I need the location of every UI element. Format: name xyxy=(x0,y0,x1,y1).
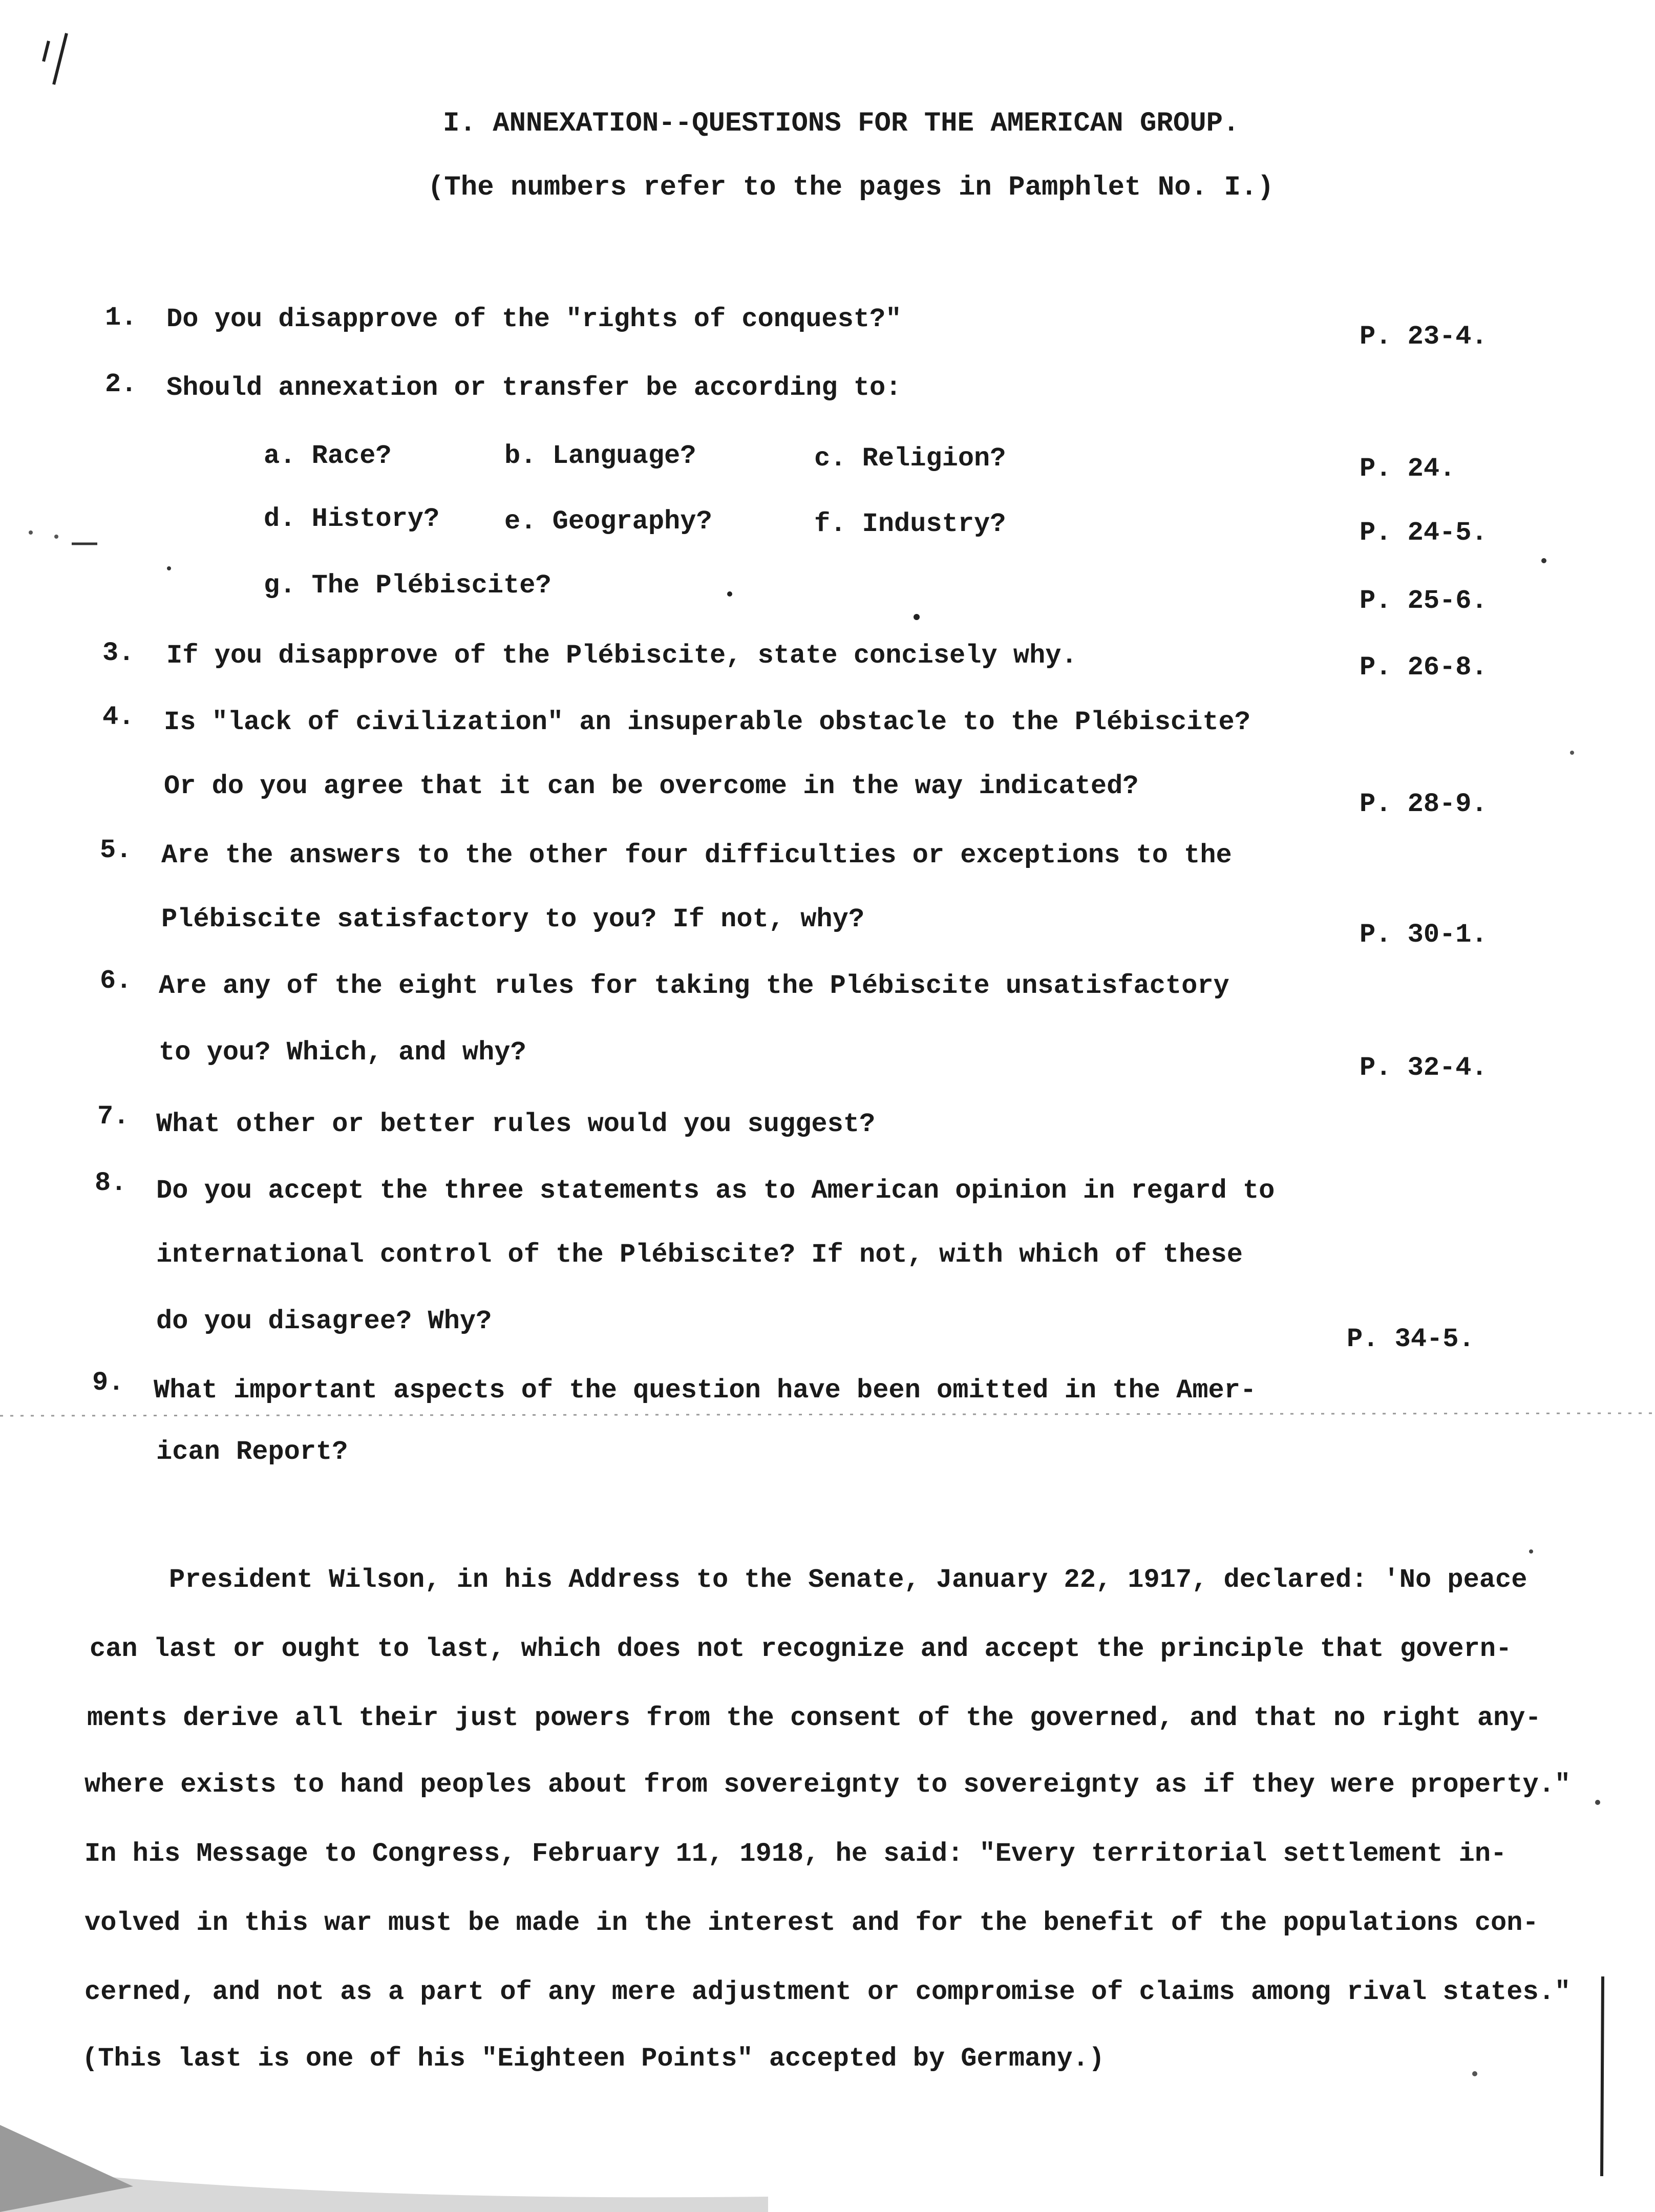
page-reference: P. 32-4. xyxy=(1360,1053,1488,1083)
paragraph-line: volved in this war must be made in the interest and for the benefit of the populations con- xyxy=(84,1908,1539,1938)
paragraph-line: cerned, and not as a part of any mere adjustment or compromise of claims among rival states." xyxy=(84,1977,1571,2007)
page-reference: P. 23-4. xyxy=(1360,322,1488,352)
question-text: Are any of the eight rules for taking the Plébiscite unsatisfactory xyxy=(159,971,1229,1001)
option-item: d. History? xyxy=(264,504,440,534)
question-text: Do you disapprove of the "rights of conquest?" xyxy=(166,304,902,334)
question-number: 3. xyxy=(102,638,135,668)
page-reference: P. 26-8. xyxy=(1360,652,1488,683)
question-text: Is "lack of civilization" an insuperable obstacle to the Plébiscite? xyxy=(164,707,1250,737)
option-item: g. The Plébiscite? xyxy=(264,570,551,601)
question-number: 8. xyxy=(95,1168,127,1198)
question-text: Do you accept the three statements as to American opinion in regard to xyxy=(156,1176,1275,1206)
paragraph-line: where exists to hand peoples about from sovereignty to sovereignty as if they were property." xyxy=(84,1770,1571,1800)
question-text: Or do you agree that it can be overcome in the way indicated? xyxy=(164,771,1139,801)
question-number: 1. xyxy=(105,303,137,333)
question-number: 4. xyxy=(102,702,135,732)
page-reference: P. 34-5. xyxy=(1347,1324,1475,1354)
paragraph-line: In his Message to Congress, February 11, 1918, he said: "Every territorial settlement in- xyxy=(84,1839,1507,1869)
question-text: Plébiscite satisfactory to you? If not, why? xyxy=(161,904,865,934)
question-text: Should annexation or transfer be according to: xyxy=(166,373,902,403)
question-number: 9. xyxy=(92,1368,124,1398)
question-text: do you disagree? Why? xyxy=(156,1306,492,1336)
page-reference: P. 24-5. xyxy=(1360,518,1488,548)
question-number: 2. xyxy=(105,369,137,399)
paragraph-line: (This last is one of his "Eighteen Points" accepted by Germany.) xyxy=(82,2044,1105,2074)
option-item: a. Race? xyxy=(264,441,392,471)
paragraph-line: ments derive all their just powers from the consent of the governed, and that no right any- xyxy=(87,1703,1541,1733)
page-reference: P. 28-9. xyxy=(1360,789,1488,819)
question-text: What other or better rules would you suggest? xyxy=(156,1109,876,1139)
page-reference: P. 25-6. xyxy=(1360,586,1488,616)
question-text: Are the answers to the other four difficulties or exceptions to the xyxy=(161,840,1232,870)
option-item: e. Geography? xyxy=(504,506,712,537)
page-reference: P. 30-1. xyxy=(1360,920,1488,950)
page-reference: P. 24. xyxy=(1360,454,1456,484)
question-number: 6. xyxy=(100,966,132,996)
paragraph-line: President Wilson, in his Address to the Senate, January 22, 1917, declared: 'No peace xyxy=(169,1565,1527,1595)
question-text: ican Report? xyxy=(156,1437,348,1467)
question-text: What important aspects of the question have been omitted in the Amer- xyxy=(154,1375,1257,1406)
question-text: international control of the Plébiscite? If not, with which of these xyxy=(156,1240,1243,1270)
question-text: to you? Which, and why? xyxy=(159,1037,526,1068)
page-title: I. ANNEXATION--QUESTIONS FOR THE AMERICAN GROUP. xyxy=(443,108,1240,139)
question-number: 5. xyxy=(100,835,132,865)
question-text: If you disapprove of the Plébiscite, state concisely why. xyxy=(166,641,1077,671)
question-number: 7. xyxy=(97,1101,130,1132)
option-item: c. Religion? xyxy=(814,443,1006,474)
page-subtitle: (The numbers refer to the pages in Pamphlet No. I.) xyxy=(428,172,1274,203)
paragraph-line: can last or ought to last, which does not recognize and accept the principle that govern- xyxy=(90,1634,1512,1664)
option-item: b. Language? xyxy=(504,441,696,471)
option-item: f. Industry? xyxy=(814,509,1006,539)
